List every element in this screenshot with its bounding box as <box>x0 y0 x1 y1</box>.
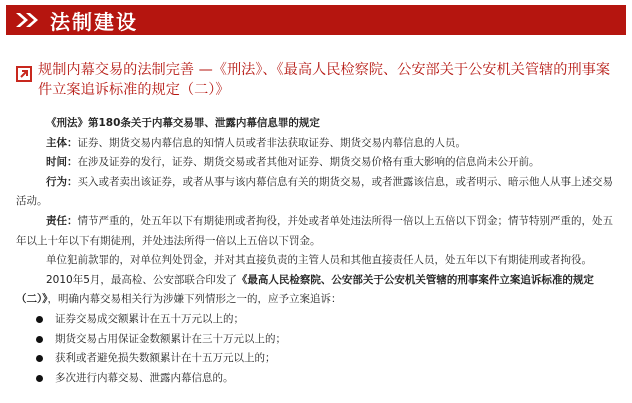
act-paragraph <box>16 173 616 212</box>
section-heading: 《刑法》第180条关于内幕交易罪、泄露内幕信息罪的规定 <box>46 117 320 129</box>
arrow-box-icon <box>16 66 32 82</box>
list-item <box>36 310 616 330</box>
section-header-bar <box>6 5 626 35</box>
act-label: 行为： <box>46 175 78 188</box>
regulation-name: 《最高人民检察院、公安部关于公安机关管辖的刑事案件立案追诉标准的规定（二）》 <box>16 273 594 306</box>
liability-paragraph <box>16 212 616 251</box>
list-item-text: 多次进行内幕交易、泄露内幕信息的。 <box>55 371 234 384</box>
article-title-row <box>16 60 616 100</box>
article-body <box>16 114 616 388</box>
bullet-icon <box>36 355 43 362</box>
list-item-text: 证券交易成交额累计在五十万元以上的； <box>55 312 244 325</box>
act-text: 买入或者卖出该证券，或者从事与该内幕信息有关的期货交易，或者泄露该信息，或者明示、暗示他人从事上述交易活动。 <box>16 175 613 208</box>
list-item-text: 获利或者避免损失数额累计在十五万元以上的； <box>55 352 276 365</box>
bullet-icon <box>36 316 43 323</box>
subject-paragraph <box>16 134 616 154</box>
article-title: 规制内幕交易的法制完善 —《刑法》、《最高人民检察院、公安部关于公安机关管辖的刑事案件立案追诉标准的规定（二）》 <box>38 62 611 98</box>
liability-text: 情节严重的，处五年以下有期徒刑或者拘役，并处或者单处违法所得一倍以上五倍以下罚金；情节特别严重的，处五年以上十年以下有期徒刑，并处违法所得一倍以上五倍以下罚金。 <box>16 214 613 247</box>
time-text: 在涉及证券的发行，证券、期货交易或者其他对证券、期货交易价格有重大影响的信息尚未公开前。 <box>77 156 540 169</box>
list-item-text: 期货交易占用保证金数额累计在三十万元以上的； <box>55 332 286 345</box>
bullet-icon <box>36 375 43 382</box>
time-label: 时间： <box>46 156 78 169</box>
time-paragraph <box>16 153 616 173</box>
unit-paragraph: 单位犯前款罪的，对单位判处罚金，并对其直接负责的主管人员和其他直接责任人员，处五年以下有期徒刑或者拘役。 <box>46 254 592 267</box>
double-chevron-icon <box>14 11 42 29</box>
regulation-tail: ，明确内幕交易相关行为涉嫌下列情形之一的，应予立案追诉： <box>47 293 342 306</box>
list-item <box>36 369 616 389</box>
bullet-icon <box>36 336 43 343</box>
regulation-paragraph <box>16 271 616 310</box>
liability-label: 责任： <box>46 214 78 227</box>
section-title: 法制建设 <box>50 9 138 34</box>
year-text: 2010年5月，最高检、公安部联合印发了 <box>46 273 237 286</box>
subject-label: 主体： <box>46 136 78 149</box>
list-item <box>36 330 616 350</box>
list-item <box>36 349 616 369</box>
subject-text: 证券、期货交易内幕信息的知情人员或者非法获取证券、期货交易内幕信息的人员。 <box>77 136 466 149</box>
